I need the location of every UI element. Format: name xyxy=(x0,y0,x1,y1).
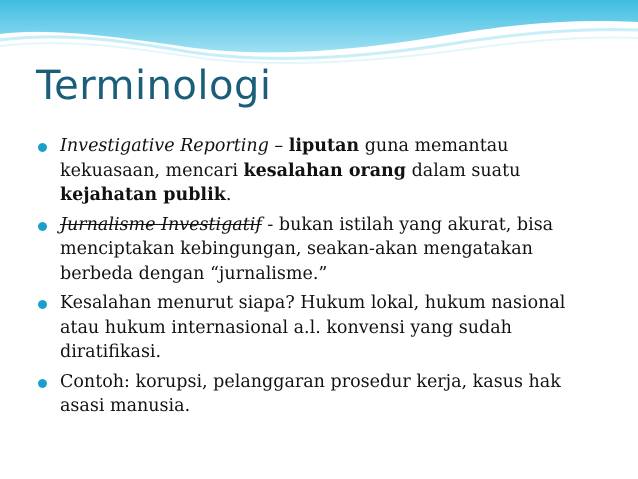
bullet-item xyxy=(36,134,596,208)
bullet-text-run: Kesalahan menurut siapa? Hukum lokal, hukum nasional atau hukum internasional a.l. konvensi yang sudah diratifikasi. xyxy=(60,293,566,362)
bullet-item xyxy=(36,370,596,419)
bullet-text-run: Investigative Reporting xyxy=(60,136,269,156)
bullet-text-run: - bukan istilah yang akurat, bisa menciptakan kebingungan, seakan-akan mengatakan berbeda dengan “jurnalisme.” xyxy=(60,214,554,284)
bullet-text-run: . xyxy=(225,185,232,205)
bullet-text-run: Contoh: korupsi, pelanggaran prosedur kerja, kasus hak asasi manusia. xyxy=(60,371,561,416)
bullet-text-run: dalam suatu xyxy=(406,160,521,181)
bullet-text-run: kejahatan publik xyxy=(60,185,226,205)
bullet-list xyxy=(36,134,596,424)
bullet-text-run: Jurnalisme Investigatif xyxy=(60,214,262,235)
bullet-dot-icon xyxy=(38,379,47,388)
bullet-text-run: kesalahan orang xyxy=(243,160,407,181)
bullet-item xyxy=(36,291,596,365)
bullet-dot-icon xyxy=(38,222,47,231)
bullet-item xyxy=(36,213,596,287)
bullet-text-run: – xyxy=(268,136,289,156)
slide-title: Terminologi xyxy=(36,63,272,109)
bullet-text-run: guna memantau kekuasaan, mencari xyxy=(60,136,509,181)
bullet-dot-icon xyxy=(38,300,47,309)
bullet-text-run: liputan xyxy=(288,136,360,156)
bullet-dot-icon xyxy=(38,143,47,152)
